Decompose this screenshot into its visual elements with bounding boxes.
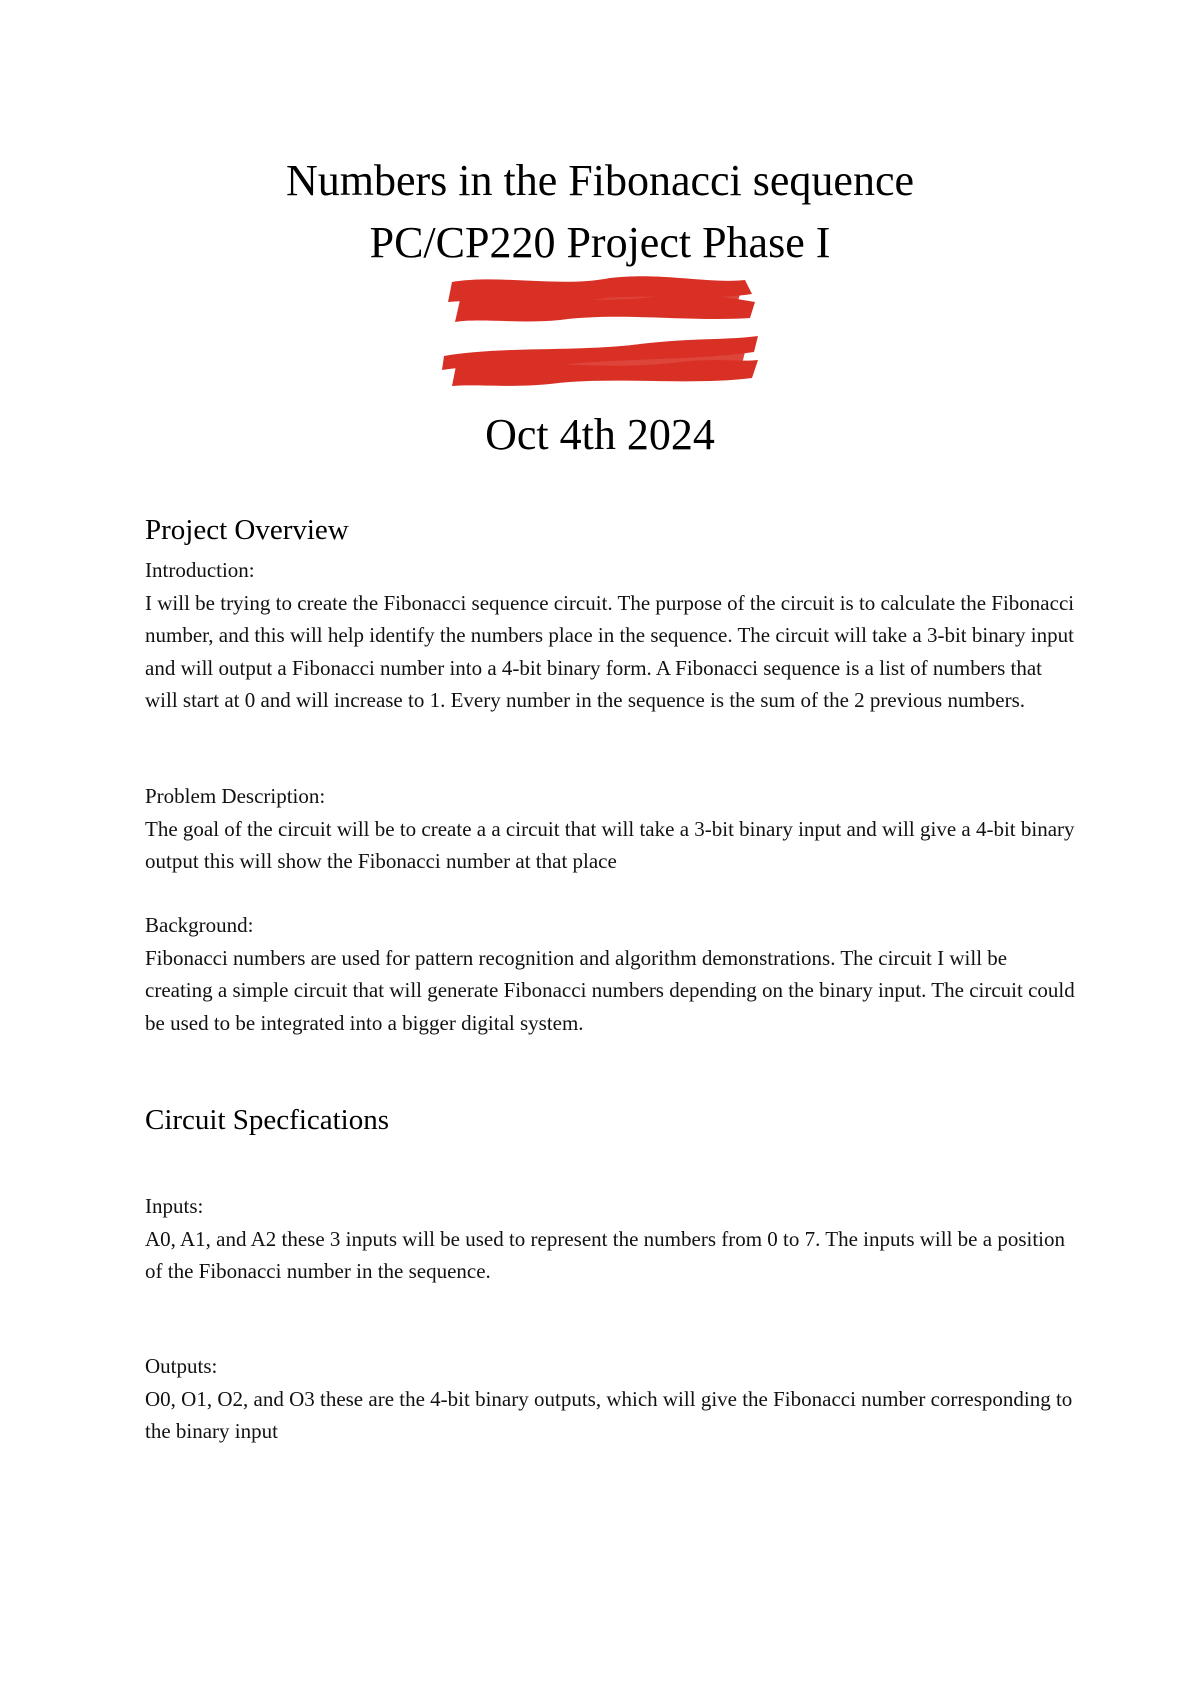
background-label: Background: <box>145 913 254 937</box>
section-heading-specifications: Circuit Specfications <box>145 1104 390 1136</box>
section-heading-overview: Project Overview <box>145 514 349 546</box>
redaction-mark-name <box>440 272 760 332</box>
redaction-mark-id <box>440 332 760 392</box>
outputs-label: Outputs: <box>145 1354 218 1378</box>
introduction-label: Introduction: <box>145 558 255 582</box>
problem-description-section <box>145 780 1075 878</box>
outputs-section <box>145 1350 1075 1448</box>
document-title: Numbers in the Fibonacci sequence <box>285 156 915 205</box>
introduction-text: I will be trying to create the Fibonacci sequence circuit. The purpose of the circuit is to calculate the Fibonacci number, and this will help identify the numbers place in the sequence. The circuit will take a 3-bit binary input and will output a Fibonacci number into a 4-bit binary form. A Fibonacci sequence is a list of numbers that will start at 0 and will increase to 1. Every number in the sequence is the sum of the 2 previous numbers. <box>145 590 1075 712</box>
inputs-section <box>145 1190 1075 1288</box>
problem-description-text: The goal of the circuit will be to create a a circuit that will take a 3-bit binary input and will give a 4-bit binary output this will show the Fibonacci number at that place <box>145 816 1075 873</box>
problem-description-label: Problem Description: <box>145 784 326 808</box>
inputs-text: A0, A1, and A2 these 3 inputs will be used to represent the numbers from 0 to 7. The inputs will be a position of the Fibonacci number in the sequence. <box>145 1226 1065 1283</box>
background-text: Fibonacci numbers are used for pattern recognition and algorithm demonstrations. The circuit I will be creating a simple circuit that will generate Fibonacci numbers depending on the binary input. The circuit could be used to be integrated into a bigger digital system. <box>145 945 1075 1035</box>
background-section <box>145 909 1075 1039</box>
inputs-label: Inputs: <box>145 1194 204 1218</box>
document-subtitle: PC/CP220 Project Phase I <box>369 218 831 267</box>
document-date: Oct 4th 2024 <box>485 410 715 459</box>
introduction-section <box>145 554 1075 717</box>
outputs-text: O0, O1, O2, and O3 these are the 4-bit binary outputs, which will give the Fibonacci number corresponding to the binary input <box>145 1386 1073 1443</box>
